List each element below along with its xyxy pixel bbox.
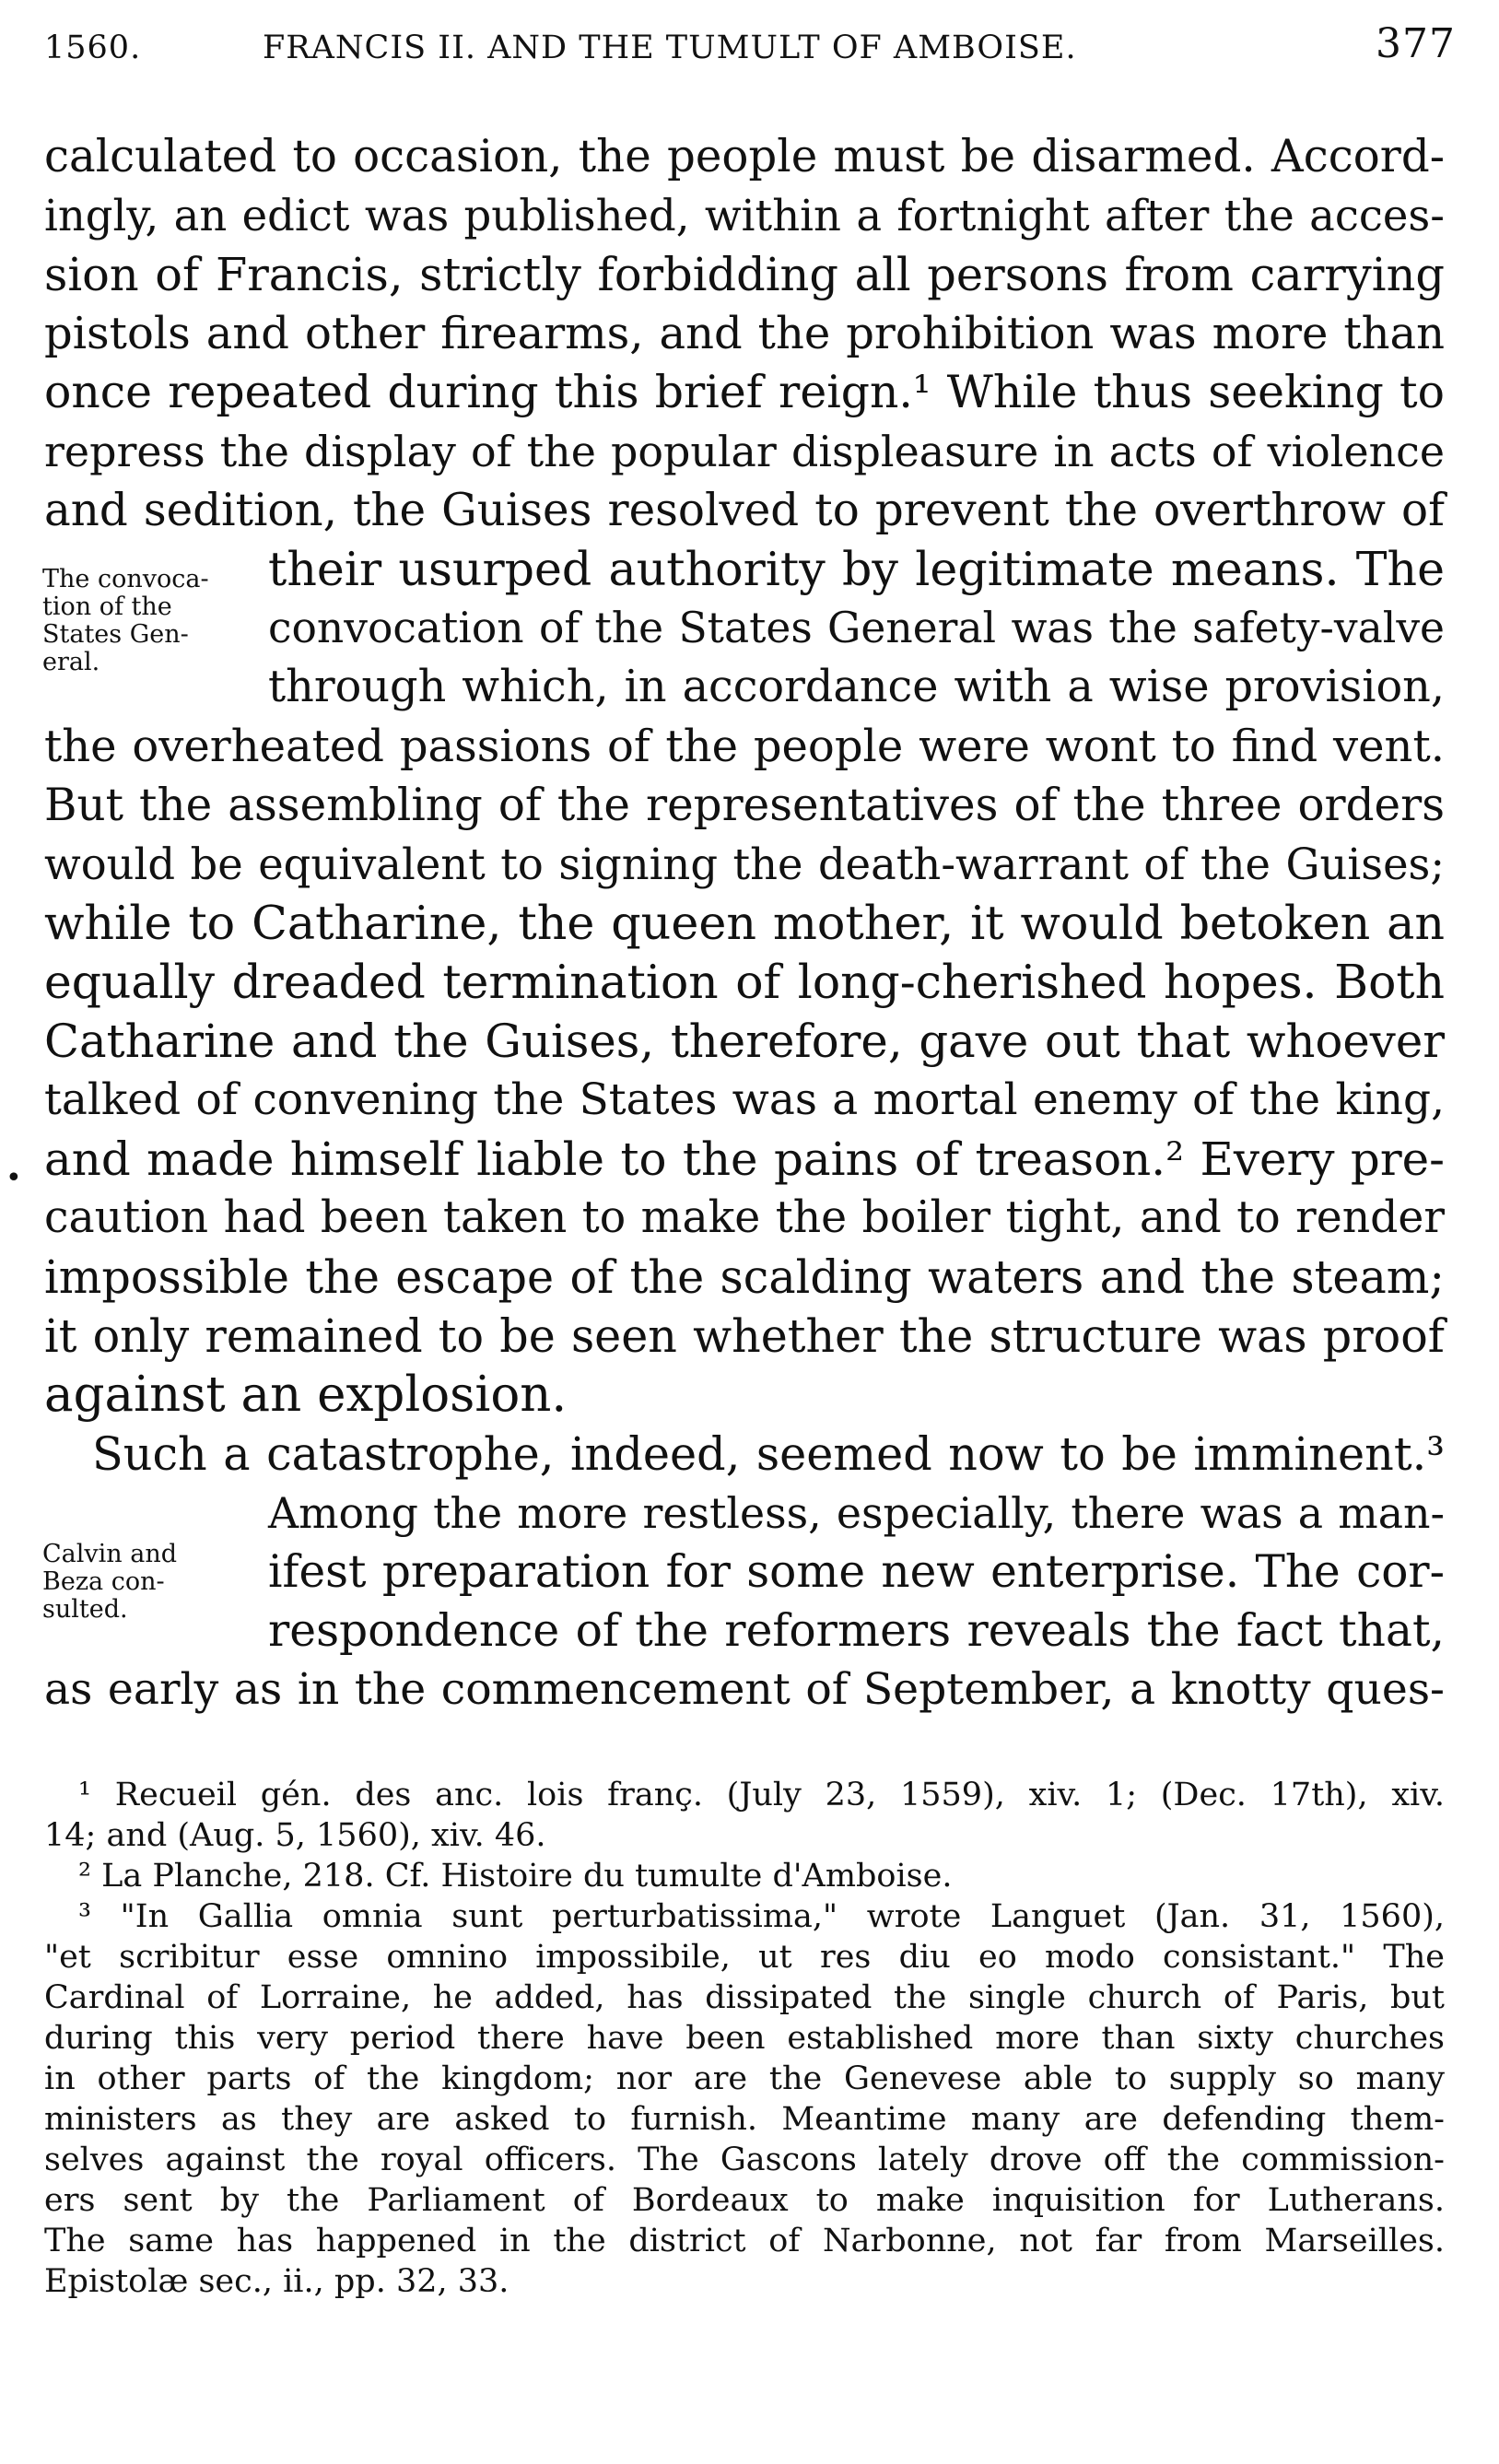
margin-note-line: sulted. [42, 1595, 128, 1624]
footnote-line: Epistolæ sec., ii., pp. 32, 33. [44, 2263, 509, 2300]
body-line: would be equivalent to signing the death-warrant of the Guises; [44, 839, 1445, 889]
body-line: once repeated during this brief reign.¹ While thus seeking to [44, 366, 1445, 418]
body-line: through which, in accordance with a wise provision, [268, 662, 1445, 712]
footnote-line: ¹ Recueil gén. des anc. lois franç. (July 23, 1559), xiv. 1; (Dec. 17th), xiv. [78, 1777, 1445, 1813]
header-title: FRANCIS II. AND THE TUMULT OF AMBOISE. [263, 29, 1077, 66]
body-line: as early as in the commencement of September, a knotty ques- [44, 1664, 1445, 1715]
margin-note-line: Beza con- [42, 1567, 165, 1596]
footnote-line: Cardinal of Lorraine, he added, has dissipated the single church of Paris, but [44, 1979, 1445, 2016]
body-line: ingly, an edict was published, within a fortnight after the acces- [44, 191, 1445, 241]
footnote-line: "et scribitur esse omnino impossibile, ut res diu eo modo consistant." The [44, 1939, 1445, 1976]
body-line: while to Catharine, the queen mother, it would betoken an [44, 896, 1445, 950]
body-line: the overheated passions of the people were wont to find vent. [44, 721, 1445, 772]
body-line: repress the display of the popular displeasure in acts of violence [44, 427, 1445, 476]
footnote-line: during this very period there have been established more than sixty churches [44, 2020, 1445, 2057]
body-line: equally dreaded termination of long-cherished hopes. Both [44, 955, 1445, 1009]
page-number: 377 [1376, 20, 1456, 67]
footnote-line: in other parts of the kingdom; nor are the Genevese able to supply so many [44, 2060, 1445, 2097]
body-line: against an explosion. [44, 1367, 568, 1423]
body-line: and sedition, the Guises resolved to prevent the overthrow of [44, 485, 1445, 536]
body-line: calculated to occasion, the people must be disarmed. Accord- [44, 131, 1445, 182]
body-line: convocation of the States General was the safety-valve [268, 604, 1445, 652]
body-line: respondence of the reformers reveals the fact that, [268, 1605, 1445, 1657]
body-line: sion of Francis, strictly forbidding all persons from carrying [44, 248, 1445, 301]
body-line: Such a catastrophe, indeed, seemed now to be imminent.³ [92, 1427, 1445, 1481]
footnote-line: 14; and (Aug. 5, 1560), xiv. 46. [44, 1817, 546, 1854]
margin-note-line: eral. [42, 648, 100, 676]
body-line: their usurped authority by legitimate means. The [268, 542, 1445, 596]
body-line: But the assembling of the representatives of the three orders [44, 780, 1445, 831]
body-line: and made himself liable to the pains of treason.² Every pre- [44, 1132, 1445, 1186]
footnote-line: ers sent by the Parliament of Bordeaux to make inquisition for Lutherans. [44, 2182, 1445, 2219]
margin-note-line: The convoca- [42, 565, 209, 593]
body-line: it only remained to be seen whether the structure was proof [44, 1309, 1445, 1363]
body-line: ifest preparation for some new enterprise. The cor- [268, 1546, 1445, 1598]
footnote-line: The same has happened in the district of Narbonne, not far from Marseilles. [44, 2223, 1445, 2259]
footnote-line: ministers as they are asked to furnish. Meantime many are defending them- [44, 2101, 1445, 2138]
body-line: Catharine and the Guises, therefore, gave out that whoever [44, 1015, 1445, 1068]
footnote-line: ² La Planche, 218. Cf. Histoire du tumulte d'Amboise. [78, 1858, 953, 1895]
footnote-line: ³ "In Gallia omnia sunt perturbatissima," wrote Languet (Jan. 31, 1560), [78, 1898, 1445, 1935]
margin-note-states-general [42, 566, 263, 676]
margin-note-line: tion of the [42, 593, 172, 621]
margin-note-line: Calvin and [42, 1540, 178, 1568]
body-line: pistols and other firearms, and the prohibition was more than [44, 308, 1445, 359]
margin-note-calvin-beza [42, 1541, 263, 1624]
stray-mark: • [6, 1162, 22, 1194]
body-line: impossible the escape of the scalding waters and the steam; [44, 1250, 1445, 1304]
body-line: caution had been taken to make the boiler tight, and to render [44, 1192, 1445, 1243]
running-header [44, 17, 1456, 81]
body-line: talked of convening the States was a mortal enemy of the king, [44, 1074, 1445, 1125]
margin-note-line: States Gen- [42, 620, 189, 649]
header-year: 1560. [44, 29, 142, 66]
body-line: Among the more restless, especially, there was a man- [268, 1488, 1445, 1538]
footnote-line: selves against the royal officers. The Gascons lately drove off the commission- [44, 2141, 1445, 2178]
